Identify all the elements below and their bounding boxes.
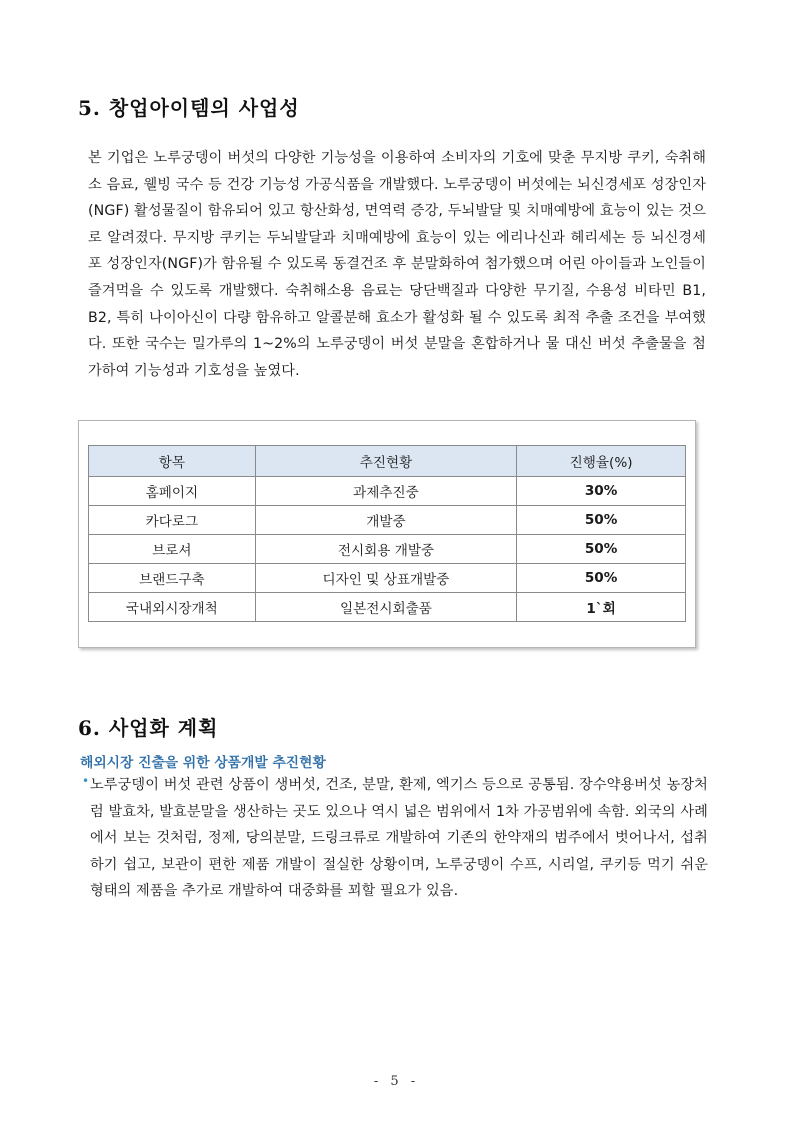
table-row: [89, 506, 686, 535]
page-number: - 5 -: [373, 1074, 420, 1089]
table-header-row: [89, 446, 686, 477]
cell-rate: 50%: [517, 564, 686, 593]
cell-rate: 1`회: [517, 593, 686, 622]
section-5-body: 본 기업은 노루궁뎅이 버섯의 다양한 기능성을 이용하여 소비자의 기호에 맞춘 무지방 쿠키, 숙취해소 음료, 웰빙 국수 등 건강 기능성 가공식품을 개발했다. 노루궁뎅이 버섯에는 뇌신경세포 성장인자(NGF) 활성물질이 함유되어 있고 항산화성, 면역력 증강, 두뇌발달 및 치매예방에 효능이 있는 것으로 알려졌다. 무지방 쿠키는 두뇌발달과 치매예방에 효능이 있는 에리나신과 헤리세논 등 뇌신경세포 성장인자(NGF)가 함유될 수 있도록 동결건조 후 분말화하여 첨가했으며 어린 아이들과 노인들이 즐겨먹을 수 있도록 개발했다. 숙취해소용 음료는 당단백질과 다양한 무기질, 수용성 비타민 B1, B2, 특히 나이아신이 다량 함유하고 알콜분해 효소가 활성화 될 수 있도록 최적 추출 조건을 부여했다. 또한 국수는 밀가루의 1~2%의 노루궁뎅이 버섯 분말을 혼합하거나 물 대신 버섯 추출물을 첨가하여 기능성과 기호성을 높였다.: [88, 150, 706, 379]
header-status: 추진현황: [255, 446, 517, 477]
cell-item: 홈페이지: [89, 477, 256, 506]
header-item: 항목: [89, 446, 256, 477]
cell-item: 브랜드구축: [89, 564, 256, 593]
cell-status: 일본전시회출품: [255, 593, 517, 622]
cell-rate: 50%: [517, 506, 686, 535]
cell-rate: 30%: [517, 477, 686, 506]
section-6-title: 6. 사업화 계획: [78, 716, 219, 740]
progress-table: [88, 445, 686, 622]
cell-item: 카다로그: [89, 506, 256, 535]
cell-status: 과제추진중: [255, 477, 517, 506]
table-row: [89, 535, 686, 564]
table-row: [89, 477, 686, 506]
cell-item: 국내외시장개척: [89, 593, 256, 622]
bullet-dot-icon: •: [82, 774, 90, 788]
bullet-text: 노루궁뎅이 버섯 관련 상품이 생버섯, 건조, 분말, 환제, 엑기스 등으로 공통됨. 장수약용버섯 농장처럼 발효차, 발효분말을 생산하는 곳도 있으나 역시 넓은 범위에서 1차 가공범위에 속함. 외국의 사례에서 보는 것처럼, 정제, 당의분말, 드링크류로 개발하여 기존의 한약재의 범주에서 벗어나서, 섭취하기 쉽고, 보관이 편한 제품 개발이 절실한 상황이며, 노루궁뎅이 수프, 시리얼, 쿠키등 먹기 쉬운 형태의 제품을 추가로 개발하여 대중화를 꾀할 필요가 있음.: [90, 777, 708, 900]
table-row: [89, 564, 686, 593]
section-5-title: 5. 창업아이템의 사업성: [78, 96, 300, 120]
cell-rate: 50%: [517, 535, 686, 564]
cell-status: 전시회용 개발중: [255, 535, 517, 564]
cell-status: 디자인 및 상표개발중: [255, 564, 517, 593]
header-rate: 진행율(%): [517, 446, 686, 477]
section-6-subtitle: 해외시장 진출을 위한 상품개발 추진현황: [80, 755, 326, 771]
cell-item: 브로셔: [89, 535, 256, 564]
table-row: [89, 593, 686, 622]
cell-status: 개발중: [255, 506, 517, 535]
